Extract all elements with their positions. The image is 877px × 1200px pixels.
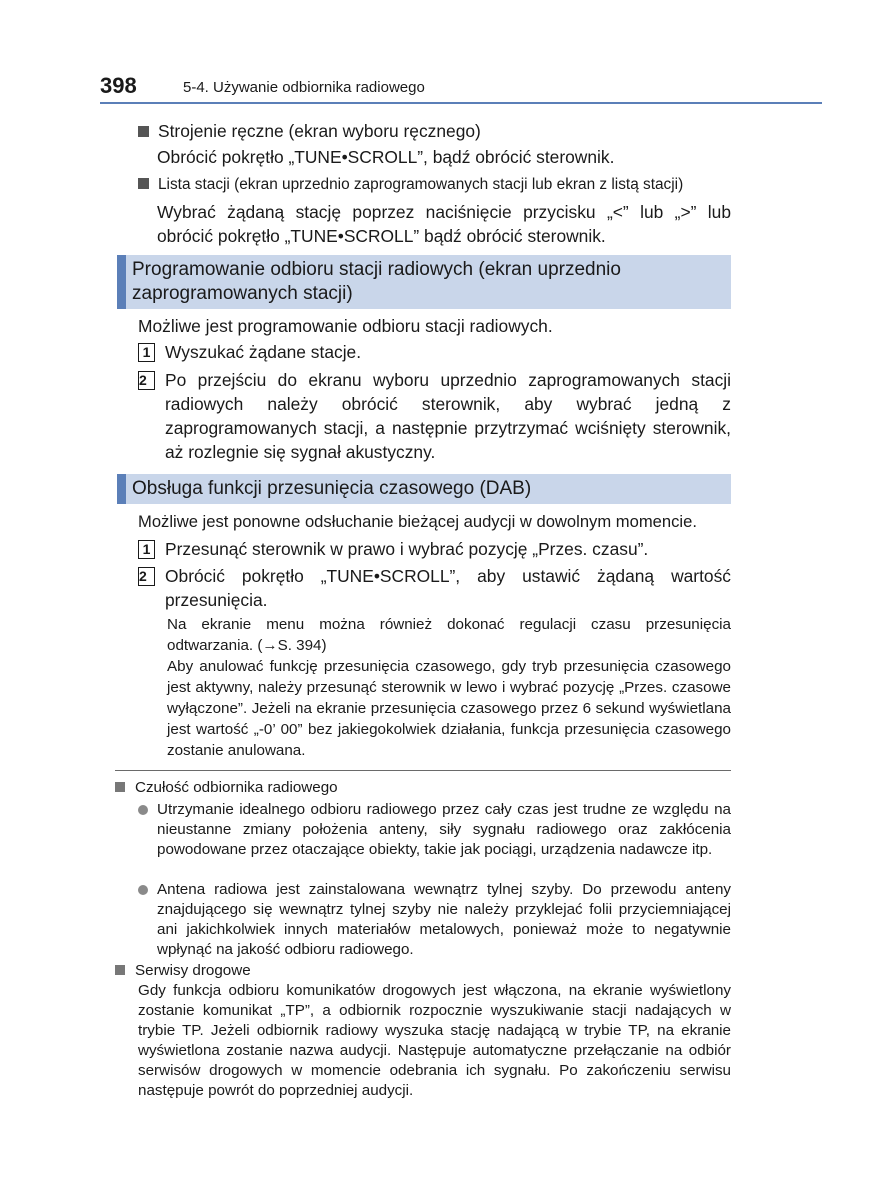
station-list-title xyxy=(138,174,738,196)
timeshift-note-1: Na ekranie menu można również dokonać regulacji czasu przesunięcia odtwarzania. (→S. 394) xyxy=(167,616,731,654)
station-list-text: Wybrać żądaną stację poprzez naciśnięcie przycisku „<” lub „>” lub obrócić pokrętło „TUNE•SCROLL” bądź obrócić sterownik. xyxy=(157,202,731,246)
traffic-text: Gdy funkcja odbioru komunikatów drogowych jest włączona, na ekranie wyświetlony zostanie komunikat „TP”, a odbiornik rozpocznie wyszukiwanie stacji nadających w trybie TP. Jeżeli odbiornik radiowy wyszuka stację nadającą w trybie TP, na ekranie wyświetlona zostanie nazwa audycji. Następuje automatyczne przełączanie na odbiór serwisów drogowych w momencie odebrania ich sygnału. Po zakończeniu serwisu następuje powrót do poprzedniej audycji. xyxy=(138,982,731,1099)
sensitivity-title xyxy=(115,778,731,798)
step-text: Obrócić pokrętło „TUNE•SCROLL”, aby ustawić żądaną wartość przesunięcia. xyxy=(165,566,731,610)
traffic-title xyxy=(115,961,731,981)
step-number-box: 1 xyxy=(138,540,155,559)
timeshift-note-2: Aby anulować funkcję przesunięcia czasowego, gdy tryb przesunięcia czasowego jest aktywny, należy przesunąć sterownik w lewo i wybrać pozycję „Przes. czasowe wyłączone”. Jeżeli na ekranie przesunięcia czasowego przez 6 sekund wyświetlana jest wartość „-0’ 00” bez jakiegokolwiek działania, funkcja przesunięcia czasowego zostanie anulowana. xyxy=(167,658,731,759)
sensitivity-title-text: Czułość odbiornika radiowego xyxy=(135,779,338,796)
circle-bullet-icon xyxy=(138,805,148,815)
timeshift-intro: Możliwe jest ponowne odsłuchanie bieżącej audycji w dowolnym momencie. xyxy=(138,512,697,531)
step-text: Po przejściu do ekranu wyboru uprzednio zaprogramowanych stacji radiowych należy obrócić sterownik, aby wybrać jedną z zaprogramowanych stacji, a następnie przytrzymać wciśnięty sterownik, aż rozlegnie się sygnał akustyczny. xyxy=(165,370,731,462)
step-number-box: 2 xyxy=(138,567,155,586)
step-text: Wyszukać żądane stacje. xyxy=(165,342,362,362)
bullet-text: Utrzymanie idealnego odbioru radiowego przez cały czas jest trudne ze względu na nieustanne zmiany położenia anteny, siły sygnału radiowego oraz zakłócenia powodowane przez otaczające obiekty, takie jak pociągi, urządzenia nadawcze itp. xyxy=(157,801,731,858)
traffic-title-text: Serwisy drogowe xyxy=(135,962,251,979)
section-title: 5-4. Używanie odbiornika radiowego xyxy=(183,79,425,96)
presets-step-1 xyxy=(138,340,731,364)
square-bullet-icon xyxy=(138,178,149,189)
manual-tuning-text: Obrócić pokrętło „TUNE•SCROLL”, bądź obrócić sterownik. xyxy=(157,147,615,167)
section-heading-presets: Programowanie odbioru stacji radiowych (ekran uprzednio zaprogramowanych stacji) xyxy=(117,255,731,309)
presets-step-2 xyxy=(138,368,731,464)
step-number-box: 1 xyxy=(138,343,155,362)
station-list-title-text: Lista stacji (ekran uprzednio zaprogramowanych stacji lub ekran z listą stacji) xyxy=(158,176,684,193)
manual-tuning-title-text: Strojenie ręczne (ekran wyboru ręcznego) xyxy=(158,121,481,141)
square-bullet-icon xyxy=(115,965,125,975)
timeshift-step-1 xyxy=(138,537,731,561)
section-heading-timeshift: Obsługa funkcji przesunięcia czasowego (DAB) xyxy=(117,474,731,504)
notes-divider xyxy=(115,770,731,771)
bullet-text: Antena radiowa jest zainstalowana wewnątrz tylnej szyby. Do przewodu anteny znajdującego się wewnątrz tylnej szyby nie należy przyklejać folii przyciemniającej ani jakichkolwiek innych materiałów metalowych, ponieważ może to negatywnie wpłynąć na jakość odbioru radiowego. xyxy=(157,881,731,958)
page-number: 398 xyxy=(100,73,137,98)
square-bullet-icon xyxy=(138,126,149,137)
header-rule xyxy=(100,102,822,104)
step-text: Przesunąć sterownik w prawo i wybrać pozycję „Przes. czasu”. xyxy=(165,539,649,559)
manual-tuning-title xyxy=(138,119,738,143)
step-number-box: 2 xyxy=(138,371,155,390)
presets-intro: Możliwe jest programowanie odbioru stacji radiowych. xyxy=(138,316,553,336)
sensitivity-bullet-2 xyxy=(138,880,731,960)
timeshift-step-2 xyxy=(138,564,731,612)
square-bullet-icon xyxy=(115,782,125,792)
circle-bullet-icon xyxy=(138,885,148,895)
sensitivity-bullet-1 xyxy=(138,800,731,860)
